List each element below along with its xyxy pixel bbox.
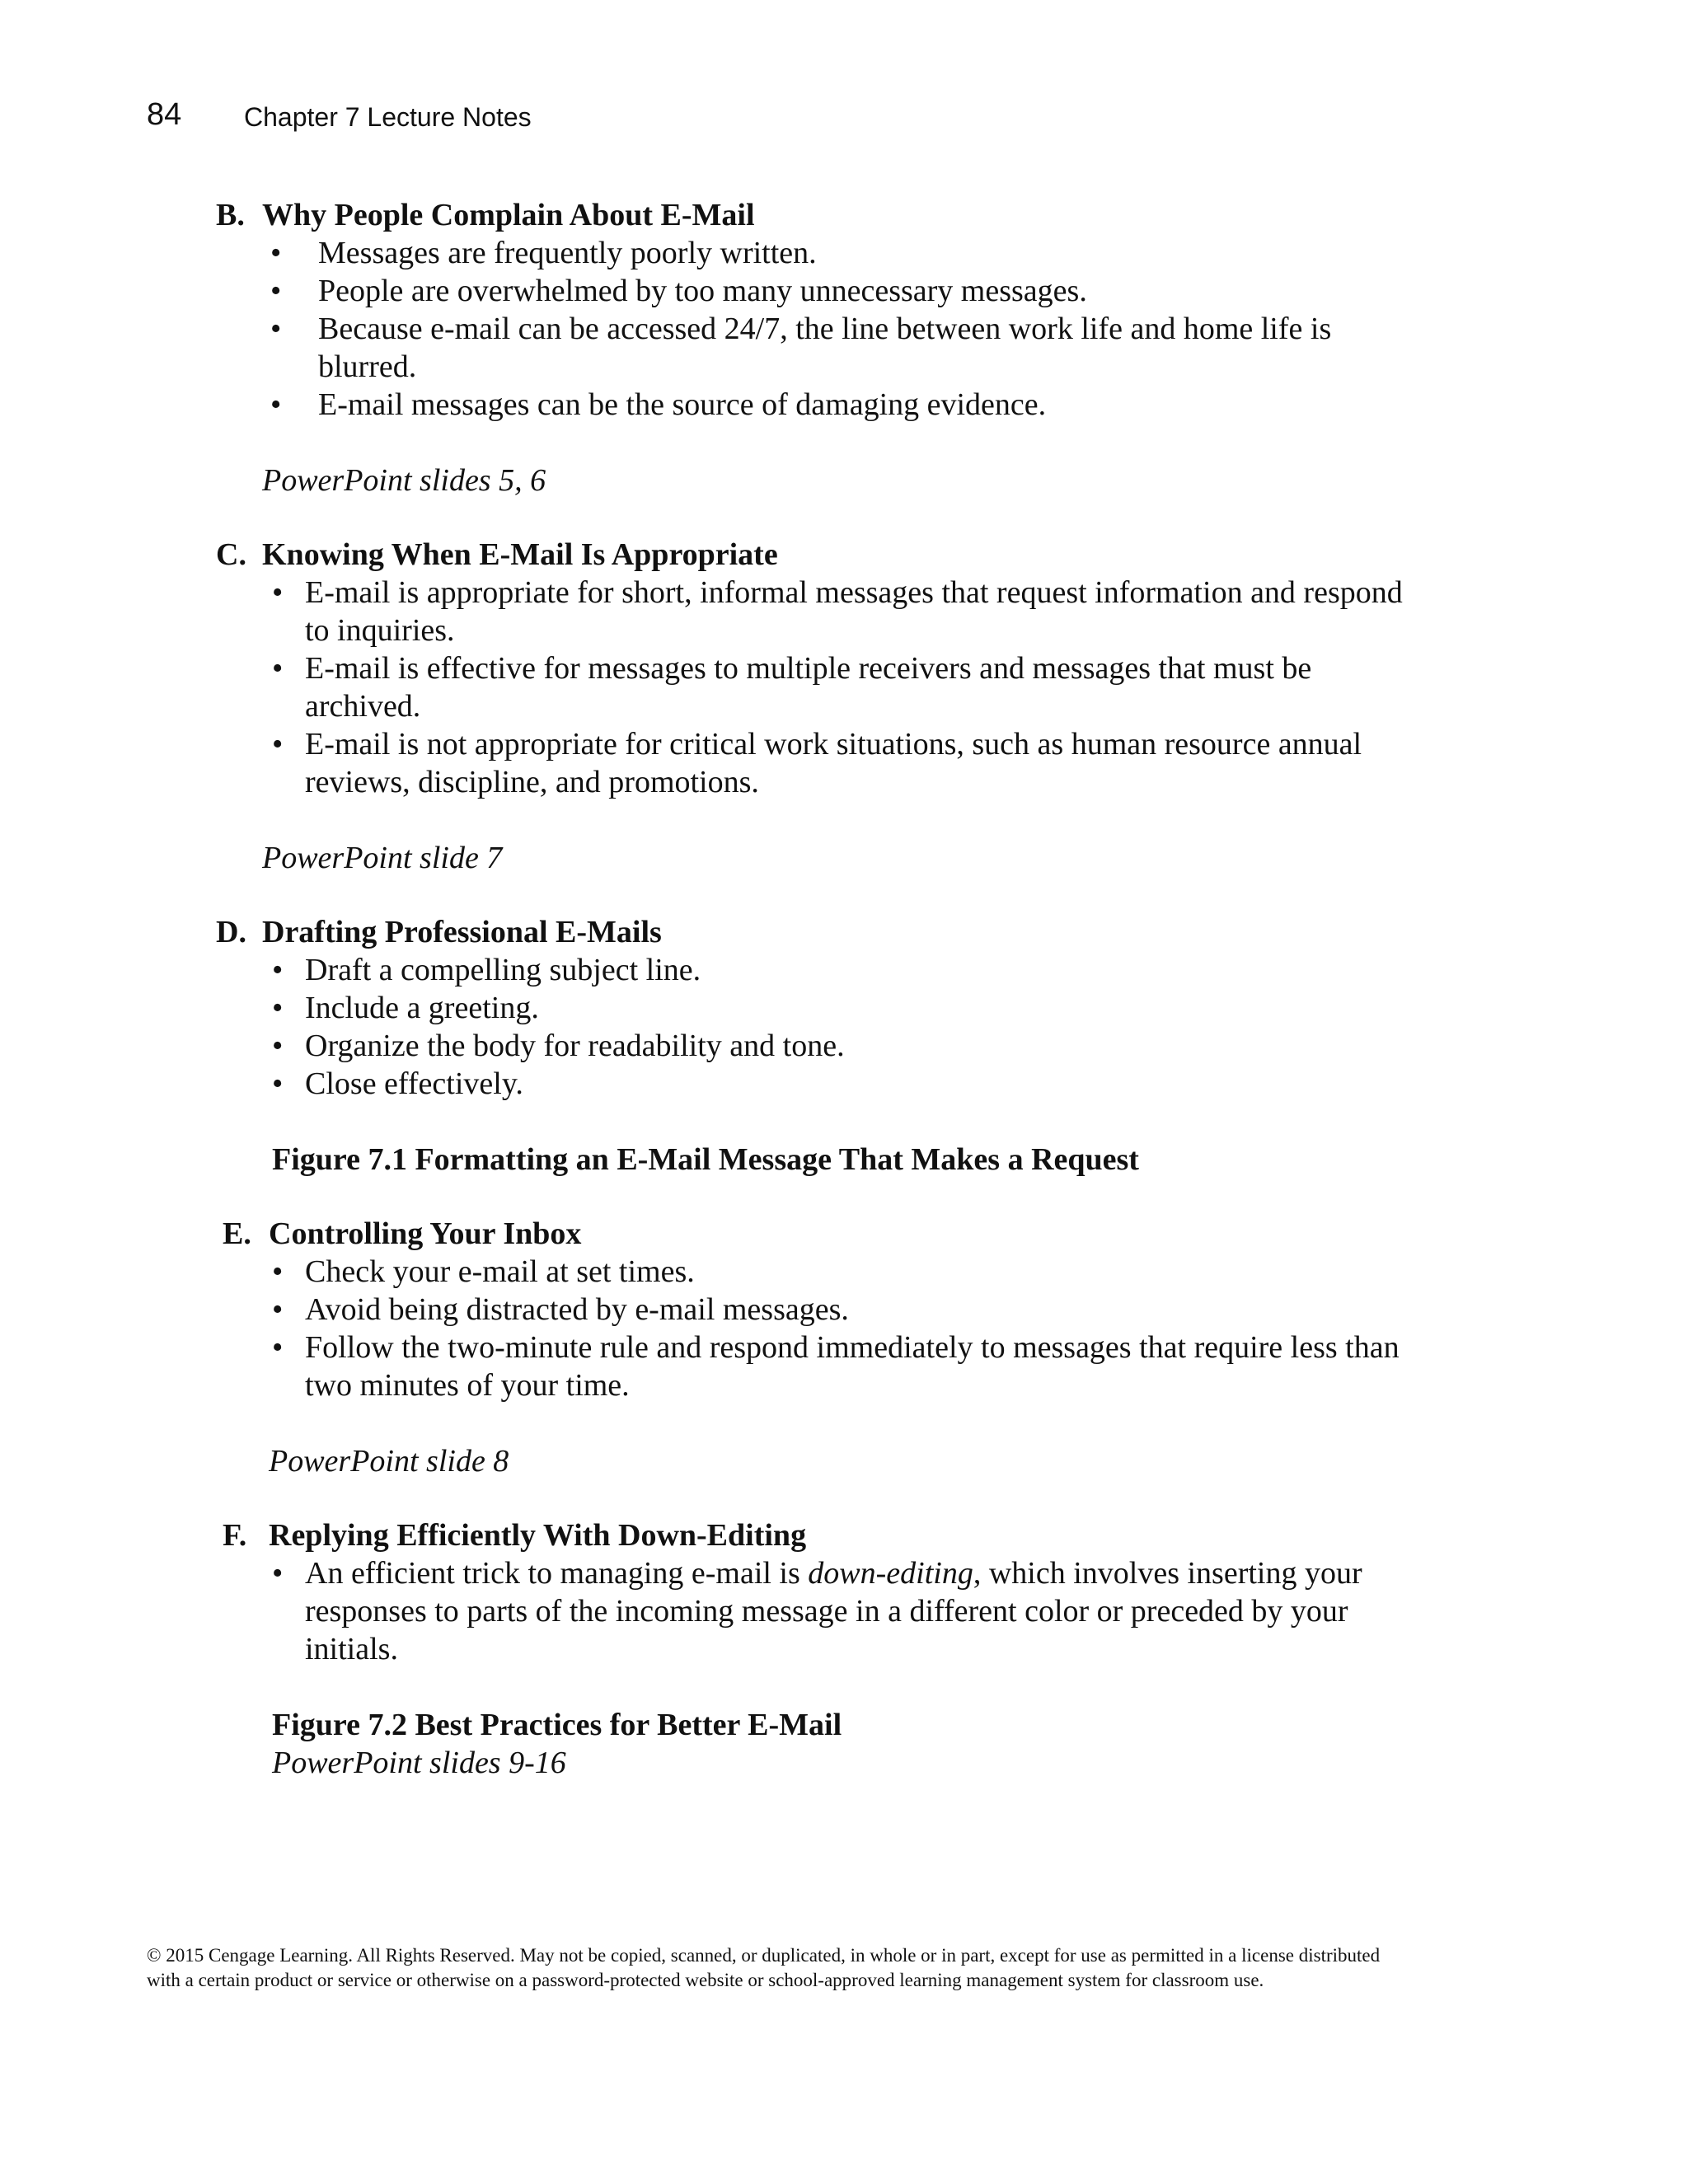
section-title: Knowing When E-Mail Is Appropriate [262, 537, 778, 572]
list-item [216, 951, 1419, 989]
bullet-icon: • [272, 1330, 284, 1365]
bullet-icon: • [270, 236, 282, 270]
list-item-text: Organize the body for readability and tone. [305, 1029, 845, 1063]
list-item-text: E-mail is appropriate for short, informal messages that request information and respond to inquiries. [305, 575, 1403, 648]
running-title: Chapter 7 Lecture Notes [244, 102, 532, 132]
section-title: Replying Efficiently With Down-Editing [269, 1518, 807, 1553]
list-item-text: E-mail is effective for messages to multiple receivers and messages that must be archived. [305, 651, 1312, 724]
list-item-text: Avoid being distracted by e-mail messages. [305, 1292, 849, 1327]
bullet-icon: • [272, 651, 284, 686]
bullet-icon: • [272, 991, 284, 1025]
list-item-text: People are overwhelmed by too many unnecessary messages. [318, 274, 1087, 308]
bullet-icon: • [272, 953, 284, 987]
section-heading [216, 1215, 1419, 1253]
list-item [216, 234, 1419, 272]
section-letter: D. [216, 915, 246, 949]
bullet-icon: • [272, 575, 284, 610]
section-c [216, 536, 1419, 877]
list-item [216, 1554, 1419, 1668]
list-item-text: Messages are frequently poorly written. [318, 236, 817, 270]
section-heading [216, 913, 1419, 951]
section-letter: B. [216, 198, 245, 232]
bullet-list [216, 574, 1419, 801]
powerpoint-note: PowerPoint slides 5, 6 [262, 463, 546, 498]
section-letter: E. [223, 1216, 251, 1251]
bullet-icon: • [270, 312, 282, 346]
section-heading [216, 1516, 1419, 1554]
bullet-icon: • [272, 1292, 284, 1327]
figure-reference: Figure 7.2 Best Practices for Better E-Mail [272, 1708, 842, 1742]
section-title: Drafting Professional E-Mails [262, 915, 662, 949]
bullet-list [216, 1253, 1419, 1404]
list-item [216, 386, 1419, 424]
list-item-text: Include a greeting. [305, 991, 539, 1025]
list-item [216, 310, 1419, 386]
list-item [216, 1329, 1419, 1404]
list-item [216, 1291, 1419, 1329]
list-item-text: Close effectively. [305, 1066, 523, 1101]
section-heading [216, 196, 1419, 234]
bullet-icon: • [272, 727, 284, 762]
figure-reference: Figure 7.1 Formatting an E-Mail Message That Makes a Request [272, 1142, 1139, 1177]
powerpoint-note: PowerPoint slides 9-16 [272, 1746, 566, 1780]
list-item-text: Check your e-mail at set times. [305, 1254, 695, 1289]
page-content [216, 196, 1419, 1818]
section-title: Controlling Your Inbox [269, 1216, 582, 1251]
list-item [216, 1065, 1419, 1103]
section-letter: C. [216, 537, 246, 572]
page-number: 84 [147, 97, 182, 132]
bullet-icon: • [270, 387, 282, 422]
bullet-icon: • [272, 1556, 284, 1591]
section-f [216, 1516, 1419, 1782]
list-item-text: An efficient trick to managing e-mail is [305, 1556, 809, 1591]
bullet-icon: • [272, 1254, 284, 1289]
powerpoint-note: PowerPoint slide 7 [262, 841, 503, 875]
bullet-list [216, 234, 1419, 424]
section-d [216, 913, 1419, 1179]
section-b [216, 196, 1419, 499]
bullet-icon: • [272, 1066, 284, 1101]
bullet-icon: • [272, 1029, 284, 1063]
list-item-text: Because e-mail can be accessed 24/7, the line between work life and home life is blurred. [318, 312, 1332, 384]
list-item [216, 989, 1419, 1027]
list-item-text: E-mail is not appropriate for critical work situations, such as human resource annual reviews, discipline, and promotions. [305, 727, 1362, 799]
section-heading [216, 536, 1419, 574]
list-item [216, 1027, 1419, 1065]
list-item [216, 649, 1419, 725]
list-item-text: E-mail messages can be the source of damaging evidence. [318, 387, 1047, 422]
powerpoint-note: PowerPoint slide 8 [269, 1444, 509, 1479]
bullet-list [216, 951, 1419, 1103]
list-item [216, 725, 1419, 801]
bullet-list [216, 1554, 1419, 1668]
section-title: Why People Complain About E-Mail [262, 198, 755, 232]
bullet-icon: • [270, 274, 282, 308]
list-item-text: Draft a compelling subject line. [305, 953, 701, 987]
list-item [216, 272, 1419, 310]
section-e [216, 1215, 1419, 1480]
list-item [216, 574, 1419, 649]
emphasized-term: down-editing [808, 1556, 973, 1591]
copyright-footer: © 2015 Cengage Learning. All Rights Reserved. May not be copied, scanned, or duplicated, in whole or in part, except for use as permitted in a license distributed with a certain product or service or otherwise on a password-protected website or school-approved learning management system for classroom use. [147, 1945, 1381, 1990]
list-item-text-continued: , which involves inserting your responses to parts of the incoming message in a different color or preceded by your initials. [305, 1556, 1362, 1666]
list-item [216, 1253, 1419, 1291]
section-letter: F. [223, 1518, 247, 1553]
list-item-text: Follow the two-minute rule and respond immediately to messages that require less than two minutes of your time. [305, 1330, 1400, 1403]
